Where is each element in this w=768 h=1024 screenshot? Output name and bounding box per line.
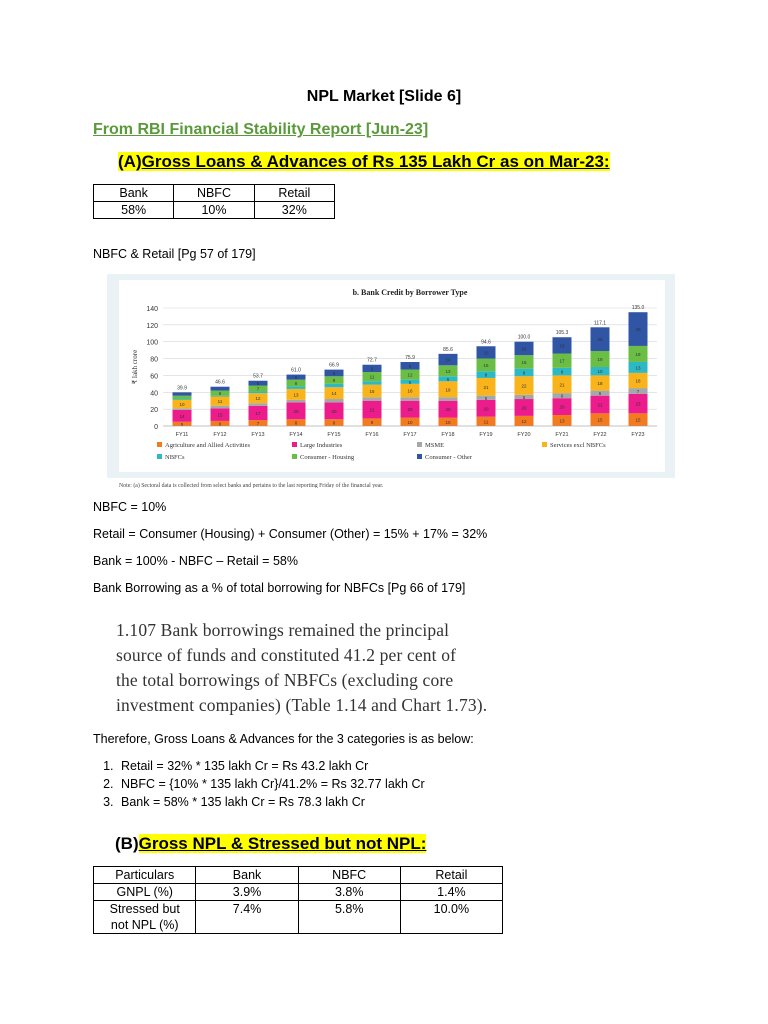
segment-label: 6 — [446, 376, 450, 382]
segment-label: 12 — [521, 418, 527, 424]
total-label: 39.9 — [177, 385, 187, 392]
y-tick-label: 20 — [150, 407, 158, 415]
segment-label: 16 — [407, 388, 413, 394]
bar-segment — [325, 399, 344, 402]
table-header-cell: Bank — [94, 185, 174, 202]
segment-label: 20 — [293, 408, 299, 414]
segment-label: 16 — [521, 359, 527, 365]
segment-label: 19 — [597, 356, 603, 362]
total-label: 117.1 — [593, 320, 607, 327]
quote-line: source of funds and constituted 41.2 per cent of — [116, 645, 457, 665]
table-cell: 7.4% — [196, 901, 298, 934]
legend-label: Large Industries — [300, 442, 343, 449]
total-label: 105.3 — [555, 330, 569, 337]
segment-label: 6 — [294, 375, 298, 381]
table-cell — [94, 901, 196, 934]
segment-label: 12 — [255, 396, 261, 402]
row-label-line: Stressed but — [109, 902, 180, 916]
table-row — [94, 884, 503, 901]
segment-label: 6 — [218, 421, 222, 427]
x-tick-label: FY23 — [631, 432, 645, 438]
segment-label: 14 — [179, 413, 185, 419]
table-row — [94, 185, 335, 202]
nbfc-retail-reference: NBFC & Retail [Pg 57 of 179] — [93, 247, 256, 261]
table-cell: 58% — [94, 202, 174, 219]
total-label: 53.7 — [253, 373, 263, 380]
segment-label: 5 — [408, 379, 412, 385]
table-cell: 1.4% — [400, 884, 502, 901]
segment-label: 20 — [407, 407, 413, 413]
section-a-prefix: (A) — [118, 152, 142, 171]
total-label: 61.0 — [291, 367, 301, 374]
bank-borrowing-line: Bank Borrowing as a % of total borrowing for NBFCs [Pg 66 of 179] — [93, 581, 466, 595]
legend-swatch — [417, 442, 422, 447]
x-tick-label: FY11 — [175, 432, 189, 438]
x-tick-label: FY14 — [289, 432, 303, 438]
chart-svg — [107, 274, 675, 488]
segment-label: 6 — [256, 381, 260, 387]
total-label: 72.7 — [367, 357, 377, 364]
legend-swatch — [292, 442, 297, 447]
y-tick-label: 140 — [146, 306, 158, 313]
segment-label: 5 — [522, 394, 526, 400]
table-header-cell: NBFC — [298, 867, 400, 884]
segment-label: 9 — [522, 370, 526, 376]
table-header-cell: Bank — [196, 867, 298, 884]
segment-label: 21 — [559, 382, 565, 388]
chart-title: b. Bank Credit by Borrower Type — [352, 288, 468, 297]
segment-label: 7 — [256, 421, 260, 427]
y-axis-label: ₹ lakh crore — [131, 349, 139, 385]
segment-label: 8 — [332, 370, 336, 376]
x-tick-label: FY22 — [593, 432, 607, 438]
list-item: 3. Bank = 58% * 135 lakh Cr = Rs 78.3 lakh Cr — [117, 793, 425, 811]
segment-label: 15 — [369, 389, 375, 395]
bar-segment — [173, 399, 192, 400]
share-table — [93, 184, 335, 219]
segment-label: 17 — [559, 358, 565, 364]
table-cell: 10% — [174, 202, 254, 219]
x-tick-label: FY16 — [365, 432, 379, 438]
bar-segment — [363, 397, 382, 400]
segment-label: 9 — [370, 366, 374, 372]
y-tick-label: 100 — [146, 339, 158, 347]
legend-label: Services excl NBFCs — [550, 442, 606, 449]
segment-label: 11 — [483, 419, 489, 425]
x-tick-label: FY15 — [327, 432, 341, 438]
segment-label: 7 — [636, 389, 640, 395]
table-cell: 10.0% — [400, 901, 502, 934]
segment-label: 15 — [597, 417, 603, 423]
segment-label: 9 — [370, 420, 374, 426]
legend-label: Consumer - Other — [425, 454, 472, 461]
segment-label: 9 — [332, 378, 336, 384]
y-tick-label: 40 — [150, 390, 158, 398]
total-label: 85.6 — [443, 346, 453, 353]
section-a-text: Gross Loans & Advances of Rs 135 Lakh Cr as on Mar-23: — [141, 152, 610, 171]
segment-label: 20 — [445, 407, 451, 413]
therefore-line: Therefore, Gross Loans & Advances for the 3 categories is as below: — [93, 732, 474, 746]
row-label-line: not NPL (%) — [110, 918, 179, 932]
segment-label: 21 — [369, 407, 375, 413]
bar-segment — [249, 403, 268, 406]
segment-label: 20 — [521, 405, 527, 411]
chart-note: Note: (a) Sectoral data is collected from select banks and pertains to the last reporting Friday of the financial year. — [119, 483, 384, 488]
x-tick-label: FY17 — [403, 432, 417, 438]
segment-label: 13 — [559, 418, 565, 424]
legend-swatch — [157, 454, 162, 459]
segment-label: 10 — [179, 402, 185, 408]
table-row — [94, 867, 503, 884]
segment-label: 15 — [635, 417, 641, 423]
segment-label: 14 — [331, 391, 337, 397]
bar-segment — [401, 397, 420, 400]
segment-label: 10 — [445, 419, 451, 425]
calculation-list — [93, 757, 425, 811]
segment-label: 15 — [217, 412, 223, 418]
segment-label: 13 — [635, 365, 641, 371]
table-header-cell: NBFC — [174, 185, 254, 202]
y-tick-label: 80 — [150, 356, 158, 364]
segment-label: 11 — [217, 399, 223, 405]
table-row — [94, 202, 335, 219]
segment-label: 8 — [484, 372, 488, 378]
total-label: 75.9 — [405, 355, 415, 362]
table-cell: 3.9% — [196, 884, 298, 901]
legend-label: Agriculture and Allied Activities — [165, 442, 251, 449]
total-label: 100.0 — [517, 334, 531, 341]
segment-label: 21 — [597, 402, 603, 408]
total-label: 94.6 — [481, 339, 491, 346]
segment-label: 8 — [294, 420, 298, 426]
table-cell: GNPL (%) — [94, 884, 196, 901]
segment-label: 12 — [407, 372, 413, 378]
segment-label: 17 — [255, 410, 261, 416]
segment-label: 16 — [521, 346, 527, 352]
legend-label: Consumer - Housing — [300, 454, 355, 461]
segment-label: 15 — [483, 362, 489, 368]
segment-label: 14 — [445, 357, 451, 363]
quote-line: the total borrowings of NBFCs (excluding core — [116, 670, 454, 690]
segment-label: 5 — [484, 395, 488, 401]
table-row — [94, 901, 503, 934]
bar-segment — [363, 381, 382, 384]
segment-label: 8 — [294, 381, 298, 387]
segment-label: 15 — [483, 350, 489, 356]
segment-label: 6 — [560, 393, 564, 399]
bar-segment — [249, 391, 268, 393]
segment-label: 6 — [598, 391, 602, 397]
table-header-cell: Retail — [254, 185, 334, 202]
segment-label: 13 — [293, 392, 299, 398]
section-b-heading — [115, 834, 426, 854]
segment-label: 18 — [635, 378, 641, 384]
y-tick-label: 60 — [150, 373, 158, 381]
legend-label: NBFCs — [165, 454, 185, 461]
segment-label: 23 — [635, 401, 641, 407]
x-tick-label: FY20 — [517, 432, 531, 438]
segment-label: 10 — [407, 419, 413, 425]
bar-segment — [287, 386, 306, 389]
quote-line: 1.107 Bank borrowings remained the principal — [116, 620, 450, 640]
section-a-heading — [118, 152, 610, 172]
bank-credit-chart — [107, 274, 675, 488]
bar-segment — [173, 392, 192, 395]
total-label: 135.0 — [631, 305, 645, 312]
segment-label: 5 — [180, 421, 184, 427]
bar-segment — [173, 408, 192, 410]
x-tick-label: FY19 — [479, 432, 493, 438]
segment-label: 6 — [218, 391, 222, 397]
bar-segment — [211, 387, 230, 391]
list-item: 1. Retail = 32% * 135 lakh Cr = Rs 43.2 lakh Cr — [117, 757, 425, 775]
segment-label: 28 — [597, 337, 603, 343]
x-tick-label: FY18 — [441, 432, 455, 438]
segment-label: 7 — [256, 386, 260, 392]
quote-line: investment companies) (Table 1.14 and Chart 1.73). — [116, 695, 488, 715]
segment-label: 10 — [597, 369, 603, 375]
segment-label: 22 — [521, 383, 527, 389]
bank-line: Bank = 100% - NBFC – Retail = 58% — [93, 554, 298, 568]
total-label: 66.9 — [329, 362, 339, 369]
segment-label: 21 — [483, 384, 489, 390]
segment-label: 20 — [483, 406, 489, 412]
segment-label: 8 — [332, 420, 336, 426]
segment-label: 18 — [597, 381, 603, 387]
bar-segment — [211, 406, 230, 409]
nbfc-line: NBFC = 10% — [93, 500, 167, 514]
legend-swatch — [542, 442, 547, 447]
section-b-prefix: (B) — [115, 834, 139, 853]
segment-label: 19 — [445, 387, 451, 393]
table-cell: 5.8% — [298, 901, 400, 934]
legend-label: MSME — [425, 442, 445, 449]
segment-label: 19 — [635, 351, 641, 357]
segment-label: 13 — [445, 368, 451, 374]
bar-segment — [439, 397, 458, 400]
bar-segment — [173, 396, 192, 399]
segment-label: 20 — [559, 404, 565, 410]
section-b-text: Gross NPL & Stressed but not NPL: — [138, 834, 427, 853]
bar-segment — [287, 400, 306, 403]
source-heading: From RBI Financial Stability Report [Jun-23] — [93, 121, 429, 138]
table-cell: 32% — [254, 202, 334, 219]
total-label: 46.6 — [215, 379, 225, 386]
table-cell: 3.8% — [298, 884, 400, 901]
table-header-cell: Particulars — [94, 867, 196, 884]
legend-swatch — [417, 454, 422, 459]
segment-label: 19 — [559, 343, 565, 349]
retail-line: Retail = Consumer (Housing) + Consumer (Other) = 15% + 17% = 32% — [93, 527, 488, 541]
x-tick-label: FY21 — [555, 432, 569, 438]
bar-segment — [325, 384, 344, 387]
segment-label: 40 — [635, 327, 641, 333]
segment-label: 11 — [369, 374, 375, 380]
y-tick-label: 0 — [154, 424, 158, 431]
segment-label: 20 — [331, 408, 337, 414]
x-tick-label: FY13 — [251, 432, 265, 438]
page-title: NPL Market [Slide 6] — [306, 88, 462, 105]
legend-swatch — [292, 454, 297, 459]
segment-label: 9 — [408, 363, 412, 369]
segment-label: 9 — [560, 369, 564, 375]
table-header-cell: Retail — [400, 867, 502, 884]
legend-swatch — [157, 442, 162, 447]
list-item: 2. NBFC = {10% * 135 lakh Cr}/41.2% = Rs 32.77 lakh Cr — [117, 775, 425, 793]
y-tick-label: 120 — [146, 322, 158, 330]
npl-table — [93, 866, 503, 934]
x-tick-label: FY12 — [213, 432, 227, 438]
